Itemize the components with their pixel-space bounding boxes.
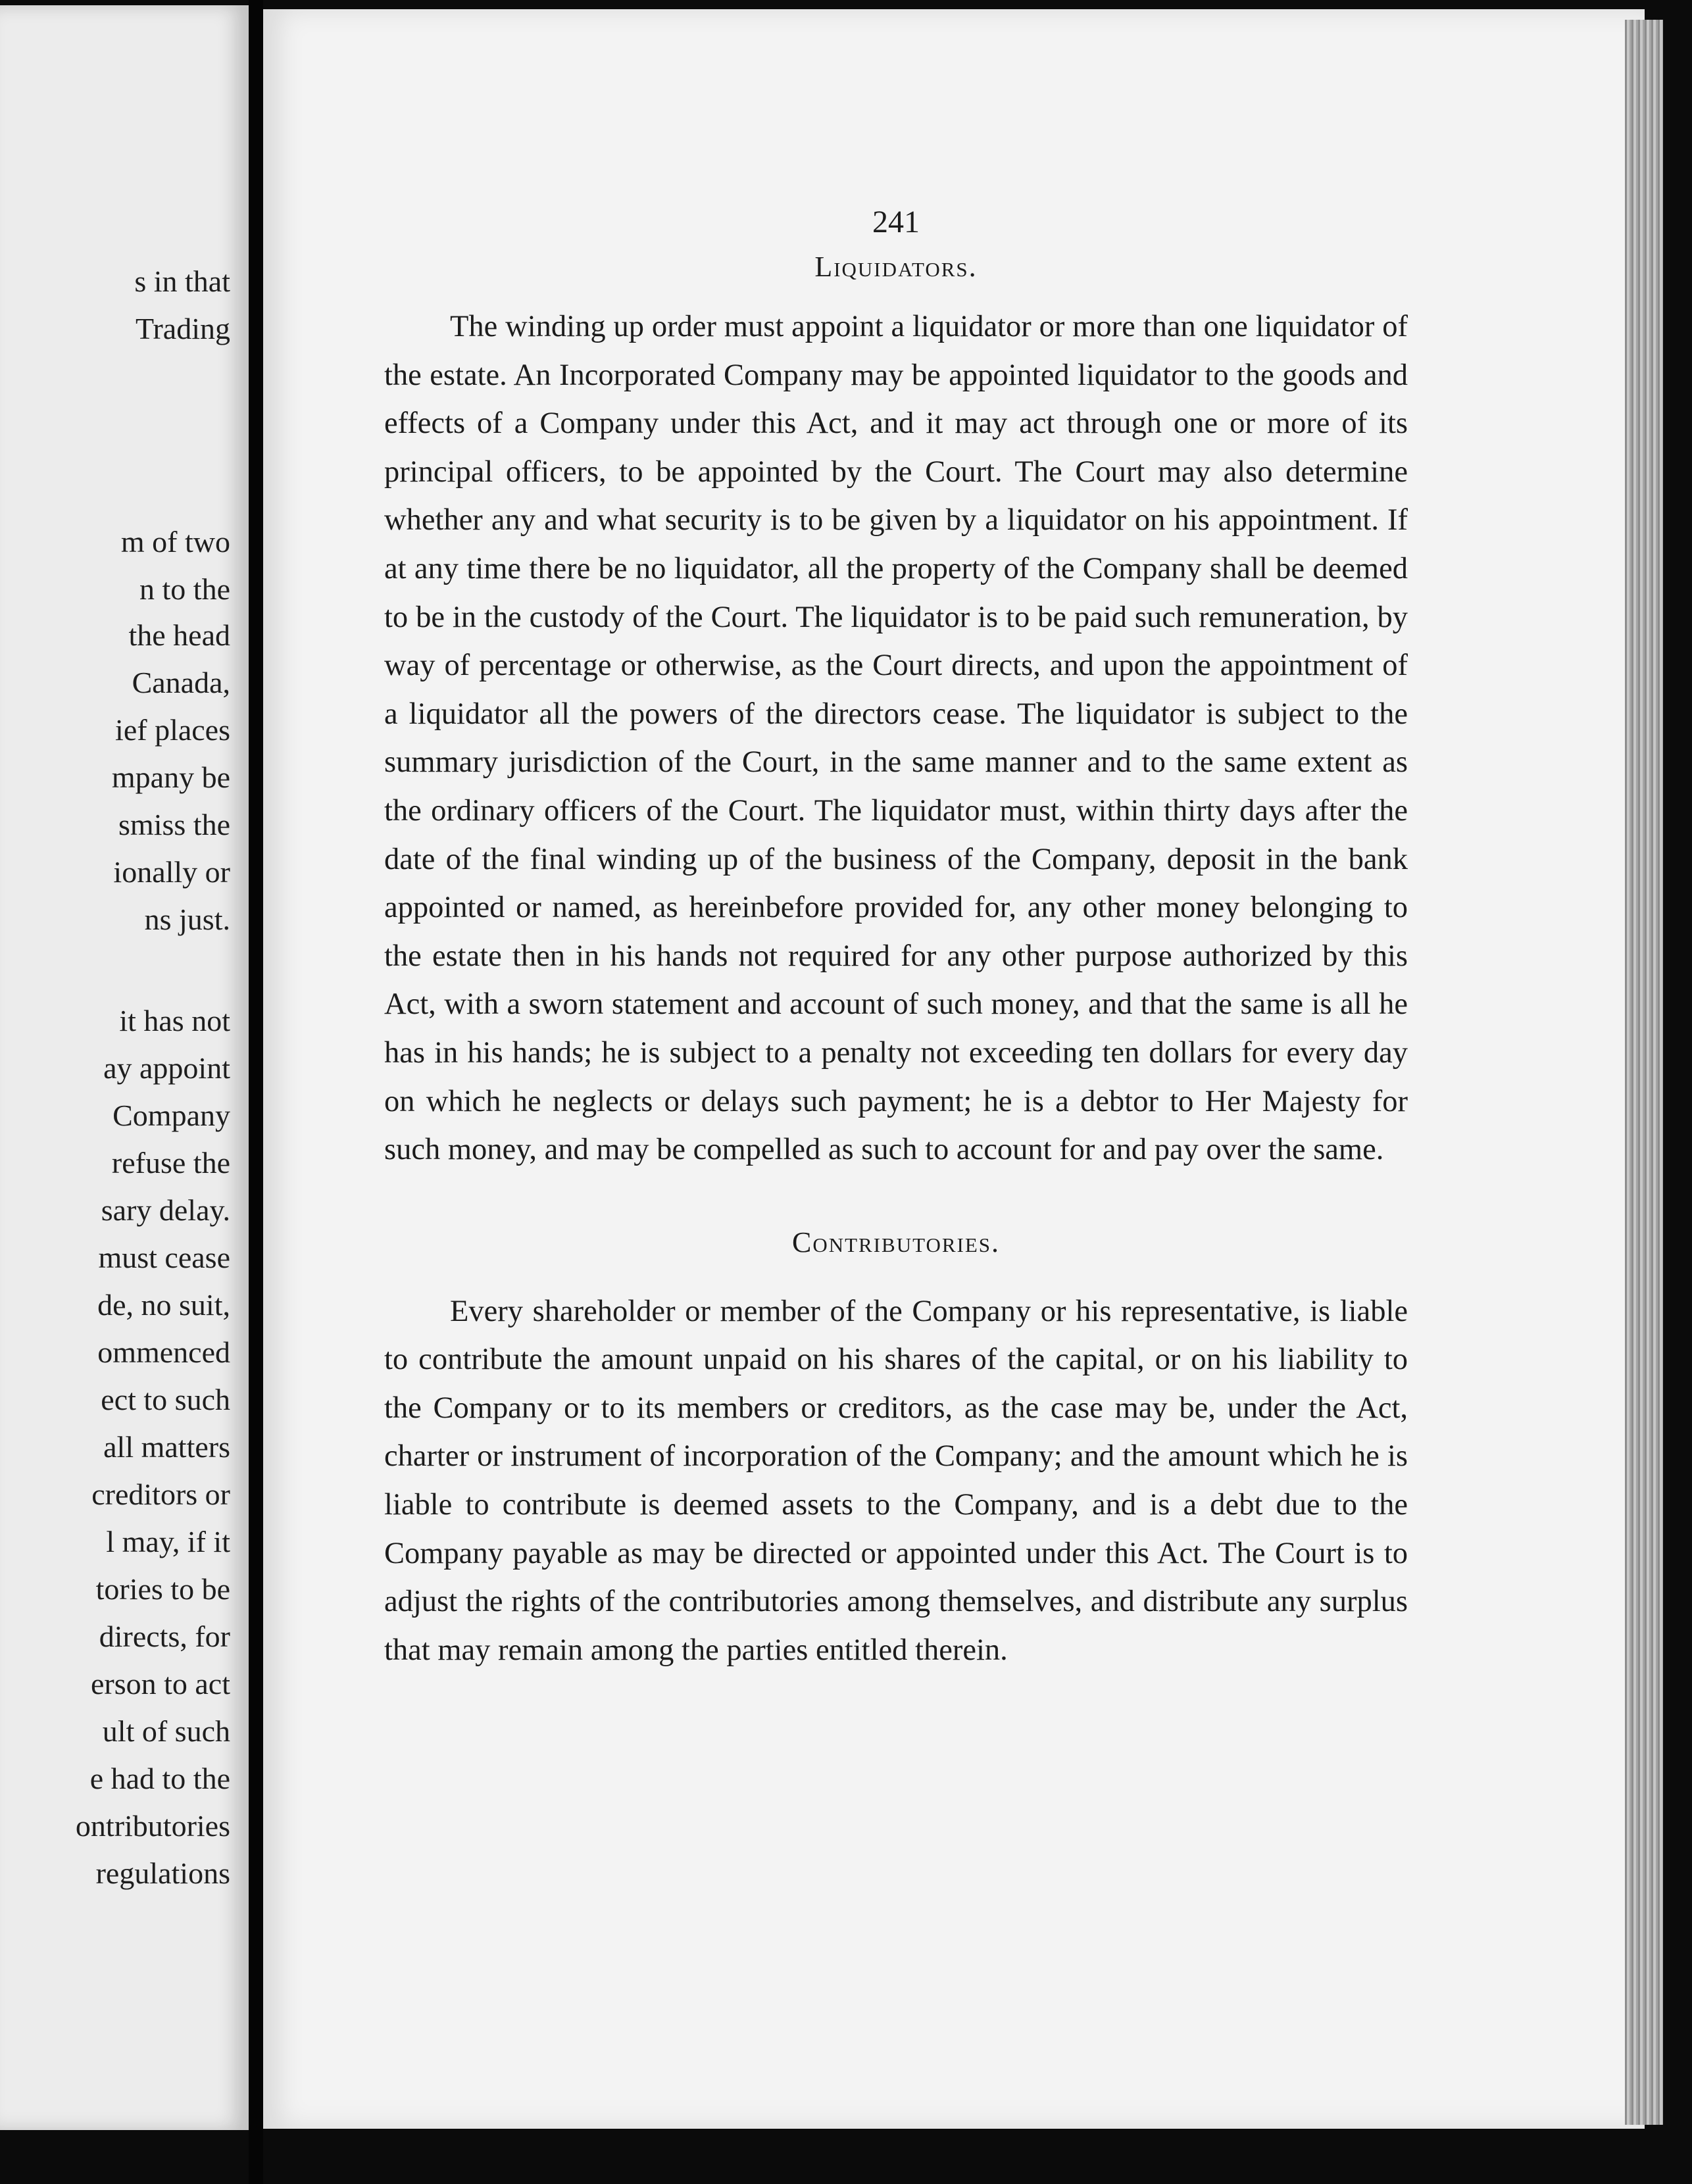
- left-page-line: ect to such: [101, 1383, 230, 1416]
- left-page-line: Company: [112, 1099, 230, 1132]
- section-heading-liquidators: Liquidators.: [814, 251, 978, 283]
- left-page-line: n to the: [139, 572, 230, 606]
- left-page-line: ommenced: [97, 1335, 230, 1369]
- page-edges: [1625, 20, 1663, 2125]
- paragraph-contributories: Every shareholder or member of the Company or his representative, is liable to contribute the amount unpaid on his shares of the capital, or on his liability to the Company or to its members or creditors, as the case may be, under the Act, charter or instrument of incorporation of the Company; and the amount which he is liable to contribute is deemed assets to the Company, and is a debt due to the Company payable as may be directed or appointed under this Act. The Court is to adjust the rights of the contributories among themselves, and distribute any surplus that may remain among the parties entitled therein.: [384, 1294, 1408, 1667]
- left-page-line: Trading: [136, 312, 230, 345]
- left-page-line: it has not: [119, 1004, 230, 1037]
- left-page-line: ionally or: [113, 855, 230, 889]
- left-page-line: ay appoint: [103, 1051, 230, 1085]
- left-page-line: mpany be: [111, 760, 230, 794]
- left-page-line: Canada,: [132, 666, 230, 699]
- left-page-line: creditors or: [91, 1477, 230, 1511]
- left-page-line: e had to the: [89, 1762, 230, 1795]
- left-page-line: l may, if it: [106, 1525, 230, 1558]
- left-page-line: the head: [128, 618, 230, 652]
- left-page-line: ontributories: [75, 1809, 230, 1843]
- left-page-line: erson to act: [90, 1667, 230, 1700]
- left-page-line: smiss the: [118, 808, 230, 841]
- left-page-line: directs, for: [99, 1620, 230, 1653]
- left-page-line: ief places: [115, 713, 230, 747]
- left-page-line: regulations: [95, 1856, 230, 1890]
- left-page-line: must cease: [98, 1241, 230, 1274]
- left-page-line: sary delay.: [101, 1193, 230, 1227]
- scan-border: [1663, 0, 1692, 2184]
- left-page-line: de, no suit,: [97, 1288, 230, 1322]
- left-page: [0, 5, 249, 2130]
- left-page-line: ult of such: [102, 1714, 230, 1748]
- left-page-line: ns just.: [144, 903, 230, 936]
- book-gutter: [249, 0, 263, 2184]
- left-page-line: tories to be: [95, 1572, 230, 1606]
- section-heading-contributories: Contributories.: [791, 1226, 1001, 1258]
- left-page-line: all matters: [103, 1430, 230, 1464]
- left-page-line: s in that: [134, 264, 230, 298]
- paragraph-liquidators: The winding up order must appoint a liquidator or more than one liquidator of the estate. An Incorporated Company may be appointed liquidator to the goods and effects of a Company under this Act, and it may act through one or more of its principal officers, to be appointed by the Court. The Court may also determine whether any and what security is to be given by a liquidator on his appointment. If at any time there be no liquidator, all the property of the Company shall be deemed to be in the custody of the Court. The liquidator is to be paid such remuneration, by way of percentage or otherwise, as the Court directs, and upon the appointment of a liquidator all the powers of the directors cease. The liquidator is subject to the summary jurisdiction of the Court, in the same manner and to the same extent as the ordinary officers of the Court. The liquidator must, within thirty days after the date of the final winding up of the business of the Company, deposit in the bank appointed or named, as hereinbefore provided for, any other money belonging to the estate then in his hands not required for any other purpose authorized by this Act, with a sworn statement and account of such money, and that the same is all he has in his hands; he is subject to a penalty not exceeding ten dollars for every day on which he neglects or delays such payment; he is a debtor to Her Majesty for such money, and may be compelled as such to account for and pay over the same.: [384, 310, 1408, 1167]
- page-content: [384, 184, 1408, 1674]
- left-page-line: m of two: [120, 525, 230, 558]
- page-number: 241: [872, 205, 920, 239]
- left-page-line: refuse the: [111, 1146, 230, 1179]
